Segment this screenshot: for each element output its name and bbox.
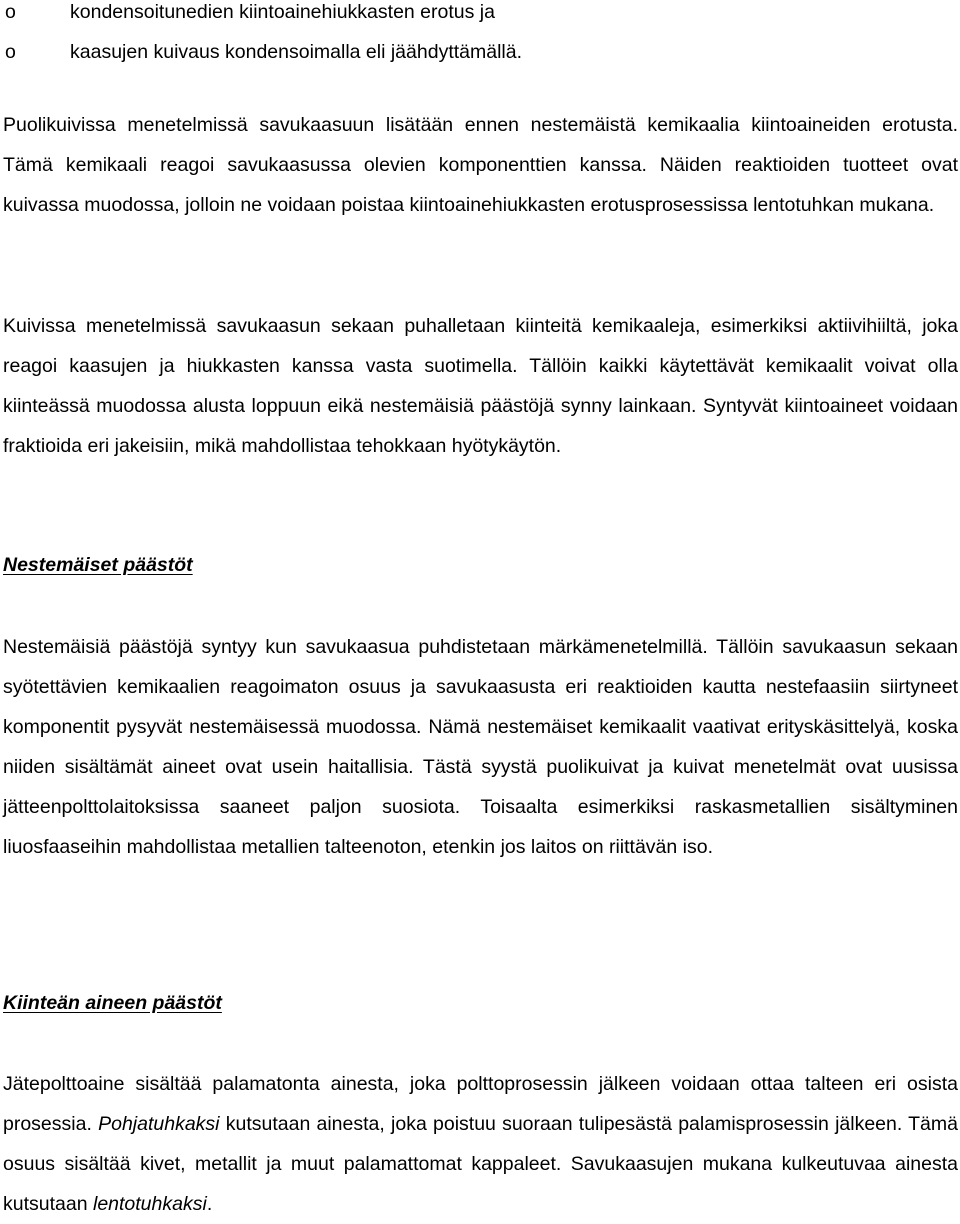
paragraph-text: Jätepolttoaine sisältää palamatonta ainesta, joka polttoprosessin jälkeen voidaan ottaa talteen eri osista prosessia. bbox=[3, 1073, 958, 1135]
paragraph-text: . bbox=[206, 1193, 213, 1215]
paragraph-text: kutsutaan ainesta, joka poistuu suoraan tulipesästä palamisprosessin jälkeen. Tämä osuus sisältää kivet, metallit ja muut palamattomat kappaleet. Savukaasujen mukana kulkeutuvaa ainesta kutsutaan bbox=[3, 1113, 958, 1215]
paragraph-dry-methods: Kuivissa menetelmissä savukaasun sekaan puhalletaan kiinteitä kemikaaleja, esimerkiksi aktiivihiiltä, joka reagoi kaasujen ja hiukkasten kanssa vasta suotimella. Tällöin kaikki käytettävät kemikaalit voivat olla kiinteässä muodossa alusta loppuun eikä nestemäisiä päästöjä synny lainkaan. Syntyvät kiintoaineet voidaan fraktioida eri jakeisiin, mikä mahdollistaa tehokkaan hyötykäytön. bbox=[3, 315, 958, 457]
list-item-text: kondensoitunedien kiintoainehiukkasten erotus ja bbox=[70, 1, 495, 23]
paragraph-semidry-methods: Puolikuivissa menetelmissä savukaasuun lisätään ennen nestemäistä kemikaalia kiintoaineiden erotusta. Tämä kemikaali reagoi savukaasussa olevien komponenttien kanssa. Näiden reaktioiden tuotteet ovat kuivassa muodossa, jolloin ne voidaan poistaa kiintoainehiukkasten erotusprosessissa lentotuhkan mukana. bbox=[3, 114, 958, 216]
bullet-marker: o bbox=[5, 41, 16, 63]
list-item bbox=[3, 32, 958, 72]
bullet-list bbox=[3, 0, 958, 72]
heading-liquid-emissions: Nestemäiset päästöt bbox=[3, 554, 193, 576]
paragraph-solid-emissions bbox=[3, 1064, 958, 1224]
heading-solid-emissions: Kiinteän aineen päästöt bbox=[3, 992, 222, 1014]
term-bottom-ash: Pohjatuhkaksi bbox=[98, 1113, 220, 1135]
bullet-marker: o bbox=[5, 1, 16, 23]
list-item-text: kaasujen kuivaus kondensoimalla eli jäähdyttämällä. bbox=[70, 41, 523, 63]
term-fly-ash: lentotuhkaksi bbox=[92, 1193, 207, 1215]
list-item bbox=[3, 0, 958, 32]
paragraph-liquid-emissions: Nestemäisiä päästöjä syntyy kun savukaasua puhdistetaan märkämenetelmillä. Tällöin savukaasun sekaan syötettävien kemikaalien reagoimaton osuus ja savukaasusta eri reaktioiden kautta nestefaasiin siirtyneet komponentit pysyvät nestemäisessä muodossa. Nämä nestemäiset kemikaalit vaativat erityskäsittelyä, koska niiden sisältämät aineet ovat usein haitallisia. Tästä syystä puolikuivat ja kuivat menetelmät ovat uusissa jätteenpolttolaitoksissa saaneet paljon suosiota. Toisaalta esimerkiksi raskasmetallien sisältyminen liuosfaaseihin mahdollistaa metallien talteenoton, etenkin jos laitos on riittävän iso. bbox=[3, 636, 958, 858]
